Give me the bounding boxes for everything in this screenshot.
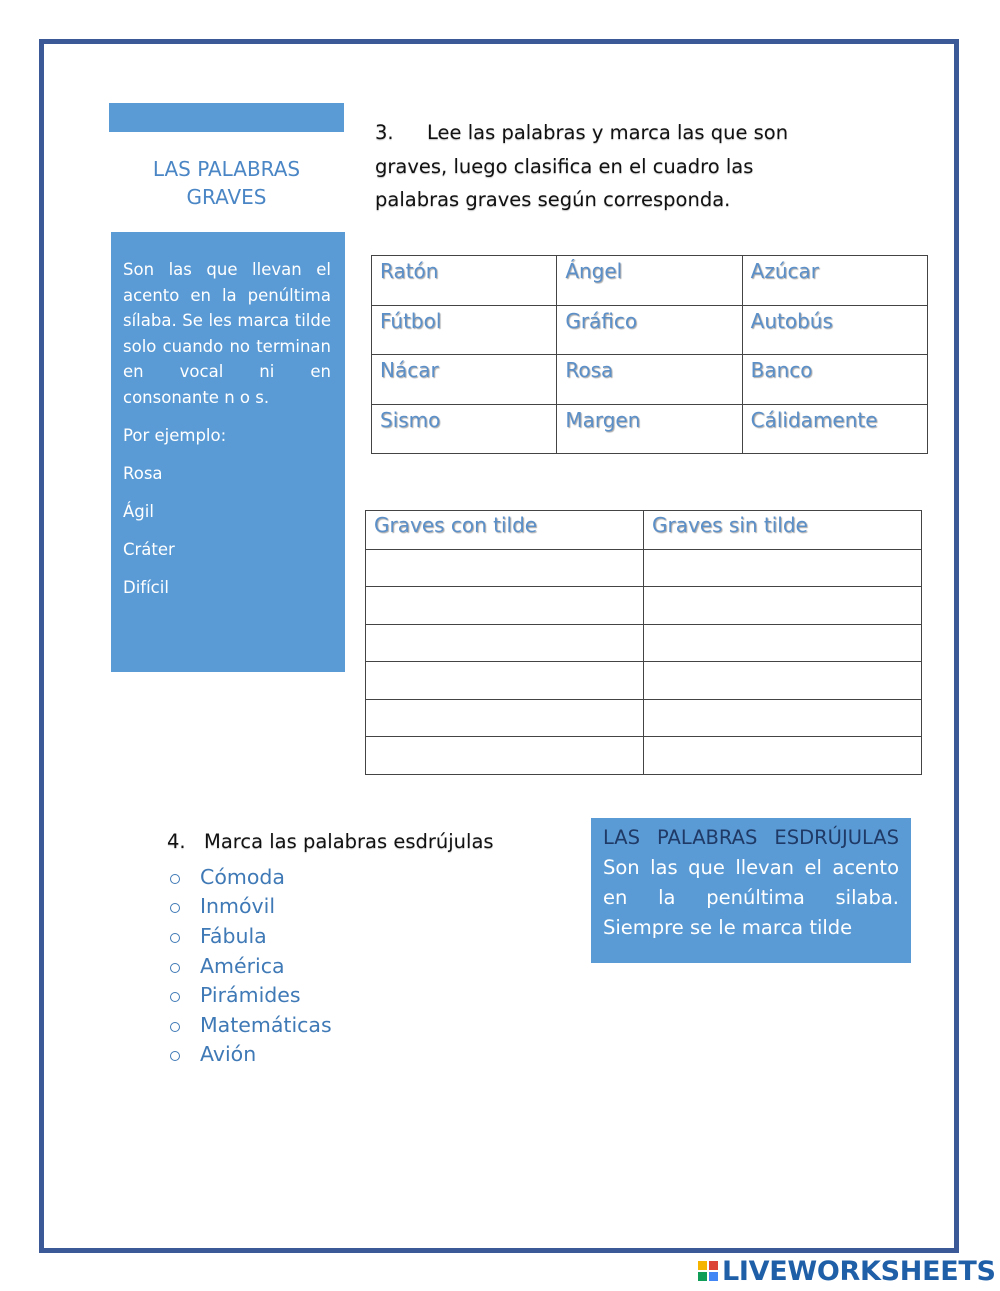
- exercise3-instruction: 3. Lee las palabras y marca las que son graves, luego clasifica en el cuadro las palabras graves según corresponda.: [375, 116, 835, 217]
- graves-title: LAS PALABRAS GRAVES: [152, 157, 301, 209]
- answer-cell[interactable]: [366, 624, 644, 662]
- table-header-row: [366, 511, 922, 550]
- list-item[interactable]: Fábula: [167, 921, 332, 951]
- radio-circle-icon[interactable]: [170, 963, 180, 973]
- header-bar: [109, 103, 344, 132]
- list-item[interactable]: América: [167, 951, 332, 981]
- logo-icon: [698, 1261, 718, 1281]
- answer-cell[interactable]: [366, 699, 644, 737]
- esdrujulas-definition-box: [591, 818, 911, 963]
- classification-table: [365, 510, 922, 775]
- word-cell[interactable]: Azúcar: [742, 256, 927, 306]
- list-item[interactable]: Cómoda: [167, 862, 332, 892]
- table-row: [366, 624, 922, 662]
- list-item[interactable]: Inmóvil: [167, 892, 332, 922]
- answer-cell[interactable]: [644, 550, 922, 587]
- graves-definition-box: [111, 232, 345, 672]
- radio-circle-icon[interactable]: [170, 1051, 180, 1061]
- radio-circle-icon[interactable]: [170, 903, 180, 913]
- word-cell[interactable]: Banco: [742, 355, 927, 405]
- word-cell[interactable]: Rosa: [557, 355, 742, 405]
- liveworksheets-logo: [698, 1254, 996, 1288]
- table-row: [372, 256, 928, 306]
- word-cell[interactable]: Autobús: [742, 305, 927, 355]
- exercise3-number: 3.: [375, 121, 394, 144]
- list-item[interactable]: Avión: [167, 1040, 332, 1070]
- answer-cell[interactable]: [644, 587, 922, 625]
- answer-cell[interactable]: [366, 550, 644, 587]
- word-cell[interactable]: Ratón: [372, 256, 557, 306]
- table-row: [372, 355, 928, 405]
- list-item[interactable]: Matemáticas: [167, 1010, 332, 1040]
- list-item[interactable]: Pirámides: [167, 980, 332, 1010]
- exercise4-number: 4.: [167, 830, 186, 853]
- word-cell[interactable]: Margen: [557, 404, 742, 454]
- table-row: [366, 662, 922, 700]
- answer-cell[interactable]: [644, 699, 922, 737]
- answer-cell[interactable]: [366, 587, 644, 625]
- example-item: Cráter: [123, 540, 175, 559]
- graves-definition: Son las que llevan el acento en la penúltima sílaba. Se les marca tilde solo cuando no terminan en vocal ni en consonante n o s.: [123, 260, 331, 407]
- word-cell[interactable]: Fútbol: [372, 305, 557, 355]
- table-row: [366, 587, 922, 625]
- table-row: [372, 305, 928, 355]
- example-item: Rosa: [123, 464, 163, 483]
- esdrujulas-title: LAS PALABRAS ESDRÚJULAS: [603, 826, 899, 849]
- exercise4-instruction: 4. Marca las palabras esdrújulas: [167, 830, 494, 853]
- words-table: [371, 255, 928, 454]
- radio-circle-icon[interactable]: [170, 933, 180, 943]
- table-row: [366, 550, 922, 587]
- radio-circle-icon[interactable]: [170, 874, 180, 884]
- brand-name: LIVEWORKSHEETS: [722, 1255, 996, 1287]
- answer-cell[interactable]: [644, 737, 922, 775]
- table-row: [366, 699, 922, 737]
- answer-cell[interactable]: [366, 662, 644, 700]
- word-cell[interactable]: Sismo: [372, 404, 557, 454]
- example-item: Difícil: [123, 578, 169, 597]
- answer-cell[interactable]: [644, 624, 922, 662]
- example-item: Ágil: [123, 502, 154, 521]
- header-graves-sin-tilde: Graves sin tilde: [644, 511, 922, 550]
- word-cell[interactable]: Gráfico: [557, 305, 742, 355]
- example-label: Por ejemplo:: [123, 426, 227, 445]
- table-row: [372, 404, 928, 454]
- answer-cell[interactable]: [644, 662, 922, 700]
- word-cell[interactable]: Nácar: [372, 355, 557, 405]
- word-cell[interactable]: Cálidamente: [742, 404, 927, 454]
- header-graves-con-tilde: Graves con tilde: [366, 511, 644, 550]
- radio-circle-icon[interactable]: [170, 1022, 180, 1032]
- esdrujulas-options: [167, 862, 332, 1069]
- table-row: [366, 737, 922, 775]
- radio-circle-icon[interactable]: [170, 992, 180, 1002]
- esdrujulas-definition: Son las que llevan el acento en la penúltima silaba. Siempre se le marca tilde: [603, 856, 899, 939]
- word-cell[interactable]: Ángel: [557, 256, 742, 306]
- answer-cell[interactable]: [366, 737, 644, 775]
